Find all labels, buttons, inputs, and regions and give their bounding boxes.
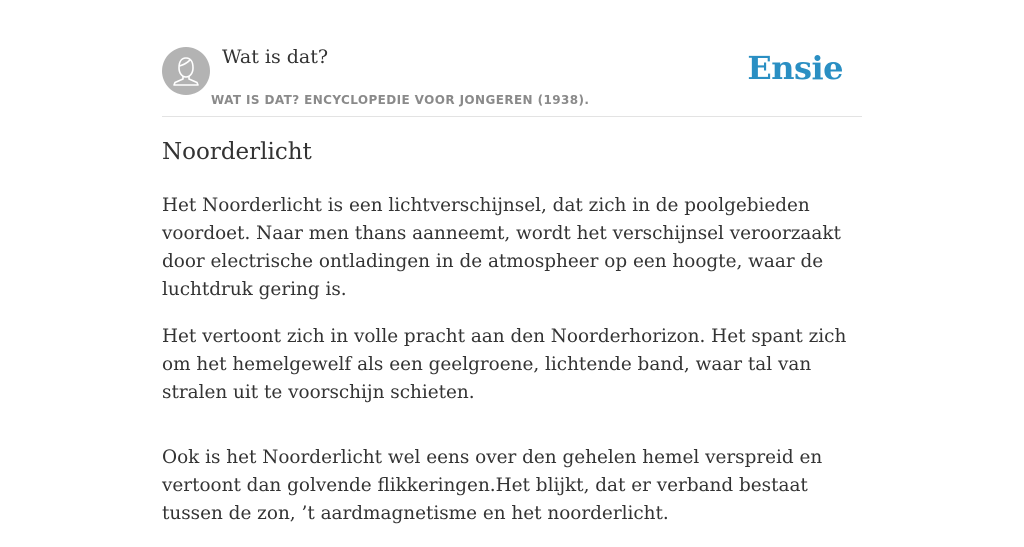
- article-paragraph: Het Noorderlicht is een lichtverschijnsel, dat zich in de poolgebieden voordoet. Naar men thans aanneemt, wordt het verschijnsel veroorzaakt door electrische ontladingen in de atmospheer op een hoogte, waar de luchtdruk gering is.: [162, 195, 841, 300]
- article-title: Noorderlicht: [162, 139, 312, 165]
- article-paragraph: Het vertoont zich in volle pracht aan den Noorderhorizon. Het spant zich om het hemelgewelf als een geelgroene, lichtende band, waar tal van stralen uit te voorschijn schieten.: [162, 326, 847, 403]
- author-name-link[interactable]: Wat is dat?: [222, 46, 329, 68]
- user-silhouette-icon: [162, 47, 210, 95]
- author-avatar[interactable]: [162, 47, 210, 95]
- ensie-logo[interactable]: Ensie: [747, 49, 843, 87]
- article-body: [162, 192, 862, 547]
- article-paragraph: Ook is het Noorderlicht wel eens over den gehelen hemel verspreid en vertoont dan golvende flikkeringen.Het blijkt, dat er verband bestaat tussen de zon, ’t aardmagnetisme en het noorderlicht.: [162, 447, 823, 524]
- author-header: [162, 0, 862, 117]
- source-label: WAT IS DAT? ENCYCLOPEDIE VOOR JONGEREN (1938).: [211, 93, 590, 107]
